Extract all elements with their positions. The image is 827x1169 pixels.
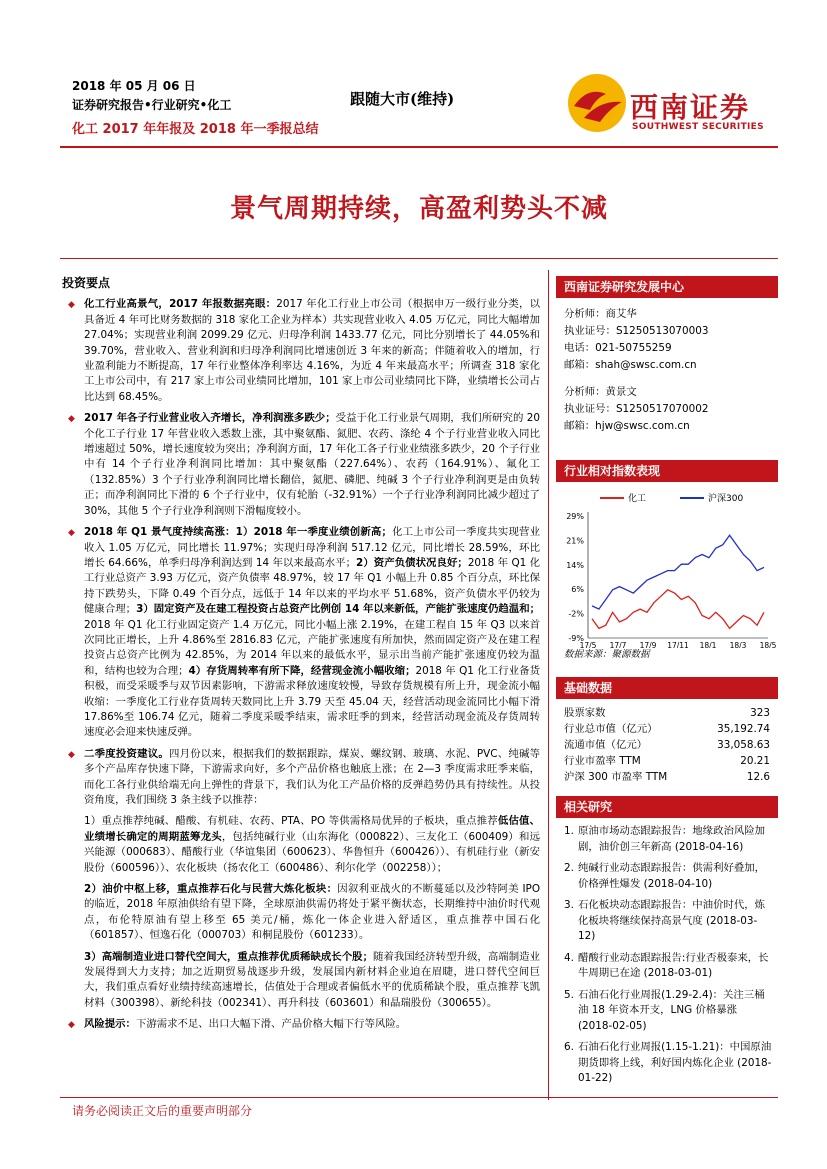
analyst-1-name: 分析师：商艾华 [564, 308, 637, 320]
bullet-icon: ◆ [68, 749, 75, 760]
analyst-1-cert: 执业证号：S1250513070003 [564, 325, 709, 337]
related-item-date: (2018-03-12) [578, 914, 758, 942]
data-source: 数据来源：聚源数据 [564, 649, 650, 660]
summary-point-4: ◆ 二季度投资建议。四月份以来，根据我们的数据跟踪，煤炭、螺纹钢、玻璃、水泥、PVC、纯碱等多个产品库存快速下降，下游需求向好，多个产品价格也触底上涨；在 2—3 季度需求旺季来临，而化工各行业供给端无向上弹性的背景下，我们认为化工产品价格的反弹趋势仍具有持续性。从投资角度，我们围绕 3 条主线予以推荐： [68, 747, 540, 806]
x-tick-label: 17/11 [667, 641, 689, 648]
basic-data-value: 33,058.63 [717, 739, 770, 751]
company-name-cn: 西南证券 [630, 91, 751, 124]
analyst-2-email[interactable]: 邮箱：hjw@swsc.com.cn [564, 420, 690, 432]
column-divider [548, 270, 549, 1100]
related-research-panel [556, 796, 778, 1093]
bullet-icon: ◆ [68, 414, 75, 425]
basic-data-row [556, 769, 778, 785]
related-item-number: 2. [564, 862, 574, 874]
company-logo-icon [566, 72, 628, 134]
related-item-number: 3. [564, 899, 574, 911]
basic-data-key: 股票家数 [564, 707, 606, 719]
related-item-date: (2018-04-10) [643, 877, 713, 890]
analyst-1-phone: 电话：021-50755259 [564, 342, 672, 354]
bullet-icon: ◆ [68, 528, 75, 539]
basic-data-panel [556, 677, 778, 785]
disclaimer-note: 请务必阅读正文后的重要声明部分 [72, 1104, 253, 1118]
related-item-date: (2018-02-05) [578, 1019, 647, 1032]
related-research-item[interactable] [556, 988, 778, 1035]
summary-heading: 投资要点 [62, 276, 111, 290]
related-item-number: 6. [564, 1041, 574, 1053]
y-tick-label: 14% [566, 560, 584, 570]
legend-label: 化工 [628, 494, 647, 504]
report-type: 证券研究报告•行业研究•化工 [72, 98, 232, 112]
related-research-title: 相关研究 [556, 796, 778, 818]
related-item-title: 石化板块动态跟踪报告：中油价时代，炼化板块将继续保持高景气度 [578, 899, 766, 927]
basic-data-value: 35,192.74 [717, 723, 770, 735]
basic-data-key: 沪深 300 市盈率 TTM [564, 771, 668, 783]
summary-point-2: ◆ 2017 年各子行业营业收入齐增长，净利润涨多跌少；受益于化工行业景气周期，我们所研究的 20 个化工子行业 17 年营业收入悉数上涨，其中聚氨酯、氮肥、农药、涤纶 4 个子行业营业收入同比增速超过 50%，增长速度较为突出；净利润方面，17 年化工各子行业业绩涨多跌少，20 个子行业中有 14 个子行业净利润同比增加：其中聚氨酯（227.64%）、农药（164.91%）、氟化工（132.85%）3 个子行业净利润同比增长翻倍，氮肥、磷肥、纯碱 3 个子行业净利润更是由负转正；而净利润同比下滑的 6 个子行业中，仅有轮胎（-32.91%）一个子行业净利润同比减少超过了 30%，其他 5 个子行业净利润则下滑幅度较小。 [68, 412, 540, 517]
report-subtitle: 化工 2017 年年报及 2018 年一季报总结 [72, 122, 319, 137]
x-tick-label: 17/5 [579, 641, 597, 648]
summary-point-3: ◆ 2018 年 Q1 景气度持续高涨：1）2018 年一季度业绩创新高；化工上市公司一季度共实现营业收入 1.05 万亿元，同比增长 11.97%；实现归母净利润 517.12 亿元，同比增长 28.59%，环比增长 64.66%，单季归母净利润达到 14 年以来最高水平；2）资产负债状况良好；2018 年 Q1 化工行业总资产 3.93 万亿元，资产负债率 48.97%，较 17 年 Q1 小幅上升 0.85 个百分点，环比保持下跌势头，下降 0.49 个百分点，远低于 14 年以来的平均水平 51.68%，资产负债水平仍较为健康合理；3）固定资产及在建工程投资占总资产比例创 14 年以来新低，产能扩张速度仍趋温和；2018 年 Q1 化工行业固定资产 1.4 万亿元，同比小幅上涨 2.19%，在建工程自 15 年 Q3 以来首次同比正增长，上升 4.86%至 2816.83 亿元，产能扩张速度有所加快，然而固定资产及在建工程投资占总资产比例为 42.85%，为 2014 年以来的最低水平，显示出当前产能扩张速度仍较为温和，结构也较为合理；4）存货周转率有所下降，经营现金流小幅收缩；2018 年 Q1 化工行业备货积极，而受采暖季与双节因素影响，下游需求释放速度较慢，导致存货规模有所上升，现金流小幅收缩：一季度化工行业存货周转天数同比上升 3.79 天至 45.04 天，经营活动现金流同比小幅下滑 17.86%至 106.74 亿元，随着二季度采暖季结束，需求旺季的到来，经营活动现金流及存货周转速度必会迎来快速反弹。 [68, 526, 541, 739]
basic-data-value: 12.6 [746, 771, 770, 783]
related-research-item[interactable] [556, 824, 778, 855]
basic-data-key: 流通市值（亿元） [564, 739, 648, 751]
series-line [592, 590, 764, 629]
basic-data-row [556, 737, 778, 753]
index-chart-panel [556, 460, 778, 662]
risk-warning: ◆ 风险提示：下游需求不足、出口大幅下滑、产品价格大幅下行等风险。 [62, 1017, 540, 1032]
recommendation-1: 1）重点推荐纯碱、醋酸、有机硅、农药、PTA、PO 等供需格局优异的子板块，重点推荐低估值、业绩增长确定的周期蓝筹龙头，包括纯碱行业（山东海化（000822）、三友化工（600409）和远兴能源（000683）、醋酸行业（华谊集团（600623）、华鲁恒升（600426））、有机硅行业（新安股份（600596））、农化板块（扬农化工（600486）、利尔化学（002258））； [84, 815, 541, 874]
related-item-date: (2018-04-16) [674, 840, 744, 853]
x-tick-label: 17/9 [639, 641, 657, 648]
recommendation-3: 3）高端制造业进口替代空间大，重点推荐优质稀缺成长个股；随着我国经济转型升级，高端制造业发展得到大力支持；加之近期贸易战逐步升级，发展国内新材料企业迫在眉睫，进口替代空间巨大，我们重点看好业绩持续高速增长，估值处于合理或者偏低水平的优质稀缺个股，重点推荐飞凯材料（300398）、新纶科技（002341）、再升科技（603601）和晶瑞股份（300655）。 [84, 950, 540, 1009]
relative-index-chart [556, 488, 778, 648]
series-line [592, 535, 764, 609]
related-research-item[interactable] [556, 951, 778, 982]
research-center-title: 西南证券研究发展中心 [556, 276, 778, 298]
rating: 跟随大市(维持) [350, 90, 455, 108]
y-tick-label: 21% [566, 536, 584, 546]
basic-data-key: 行业总市值（亿元） [564, 723, 658, 735]
y-tick-label: -2% [568, 609, 584, 619]
related-item-number: 5. [564, 988, 574, 1001]
basic-data-row [556, 705, 778, 721]
related-item-title: 石油石化行业周报(1.29-2.4)：关注三桶油 18 年资本开支，LNG 价格暴涨 [578, 988, 765, 1016]
page-title: 景气周期持续，高盈利势头不减 [229, 194, 608, 224]
x-tick-label: 18/3 [729, 641, 747, 648]
basic-data-title: 基础数据 [556, 677, 778, 699]
related-item-title: 石油石化行业周报(1.15-1.21)：中国原油期货即将上线，利好国内炼化企业 [578, 1041, 772, 1069]
title-divider [60, 258, 778, 259]
header-divider [60, 146, 778, 148]
basic-data-value: 20.21 [740, 755, 770, 767]
summary-point-1: ◆ 化工行业高景气，2017 年报数据亮眼：2017 年化工行业上市公司（根据申万一级行业分类，以具备近 4 年可比财务数据的 318 家化工企业为样本）共实现营业收入 4.05 万亿元，同比大幅增加 27.04%；实现营业利润 2099.29 亿元、归母净利润 1433.77 亿元，同比分别增长了 44.05%和 39.70%，营业收入、营业利润和归母净利润同比增速创近 3 年来的新高；伴随着收入的增加，行业盈利能力不断提高，17 年行业整体净利率达 4.16%，为近 4 年来最高水平；所调查 318 家化工上市公司中，有 217 家上市公司业绩同比增加，101 家上市公司业绩同比下降，业绩增长公司占比达到 68.45%。 [68, 298, 540, 403]
analyst-1-email[interactable]: 邮箱：shah@swsc.com.cn [564, 359, 697, 371]
bullet-icon: ◆ [68, 300, 75, 311]
legend-label: 沪深300 [708, 494, 744, 504]
related-research-list [556, 824, 778, 1087]
analyst-panel [556, 276, 778, 435]
related-item-date: (2018-01-22) [578, 1056, 772, 1084]
analyst-2-cert: 执业证号：S1250517070002 [564, 403, 709, 415]
related-research-item[interactable] [556, 1040, 778, 1087]
x-tick-label: 18/5 [759, 641, 777, 648]
related-research-item[interactable] [556, 861, 778, 892]
y-tick-label: 6% [571, 585, 584, 595]
related-research-item[interactable] [556, 898, 778, 945]
index-chart-title: 行业相对指数表现 [556, 460, 778, 482]
bullet-icon: ◆ [68, 1020, 75, 1031]
footer-divider [60, 1097, 778, 1098]
related-item-title: 原油市场动态跟踪报告：地缘政治风险加剧，油价创三年新高 [578, 825, 766, 853]
x-tick-label: 18/1 [699, 641, 717, 648]
basic-data-key: 行业市盈率 TTM [564, 755, 641, 767]
recommendation-2: 2）油价中枢上移，重点推荐石化与民营大炼化板块：因叙利亚战火的不断蔓延以及沙特阿美 IPO 的临近，2018 年原油供给有望下降，全球原油供需仍将处于紧平衡状态，长期维持中油价时代观点，布伦特原油有望上移至 65 美元/桶，炼化一体企业进入舒适区，重点推荐中国石化（601857）、恒逸石化（000703）和桐昆股份（601233）。 [84, 883, 540, 942]
company-name-en: SOUTHWEST SECURITIES [632, 122, 764, 132]
basic-data-row [556, 721, 778, 737]
y-tick-label: 29% [566, 512, 584, 521]
related-item-number: 4. [564, 951, 574, 964]
basic-data-row [556, 753, 778, 769]
basic-data-value: 323 [750, 707, 770, 719]
basic-data-list [556, 705, 778, 785]
related-item-title: 纯碱行业动态跟踪报告：供需利好叠加，价格弹性爆发 [578, 862, 766, 890]
report-date: 2018 年 05 月 06 日 [72, 79, 196, 93]
related-item-title: 醋酸行业动态跟踪报告:行业否极泰来，长牛周期已在途 [578, 951, 769, 979]
y-tick-label: -9% [568, 634, 584, 643]
x-tick-label: 17/7 [609, 641, 627, 648]
related-item-number: 1. [564, 825, 574, 837]
analyst-2-name: 分析师：黄景文 [564, 386, 637, 398]
investment-summary [62, 276, 540, 1039]
related-item-date: (2018-03-01) [643, 967, 713, 979]
